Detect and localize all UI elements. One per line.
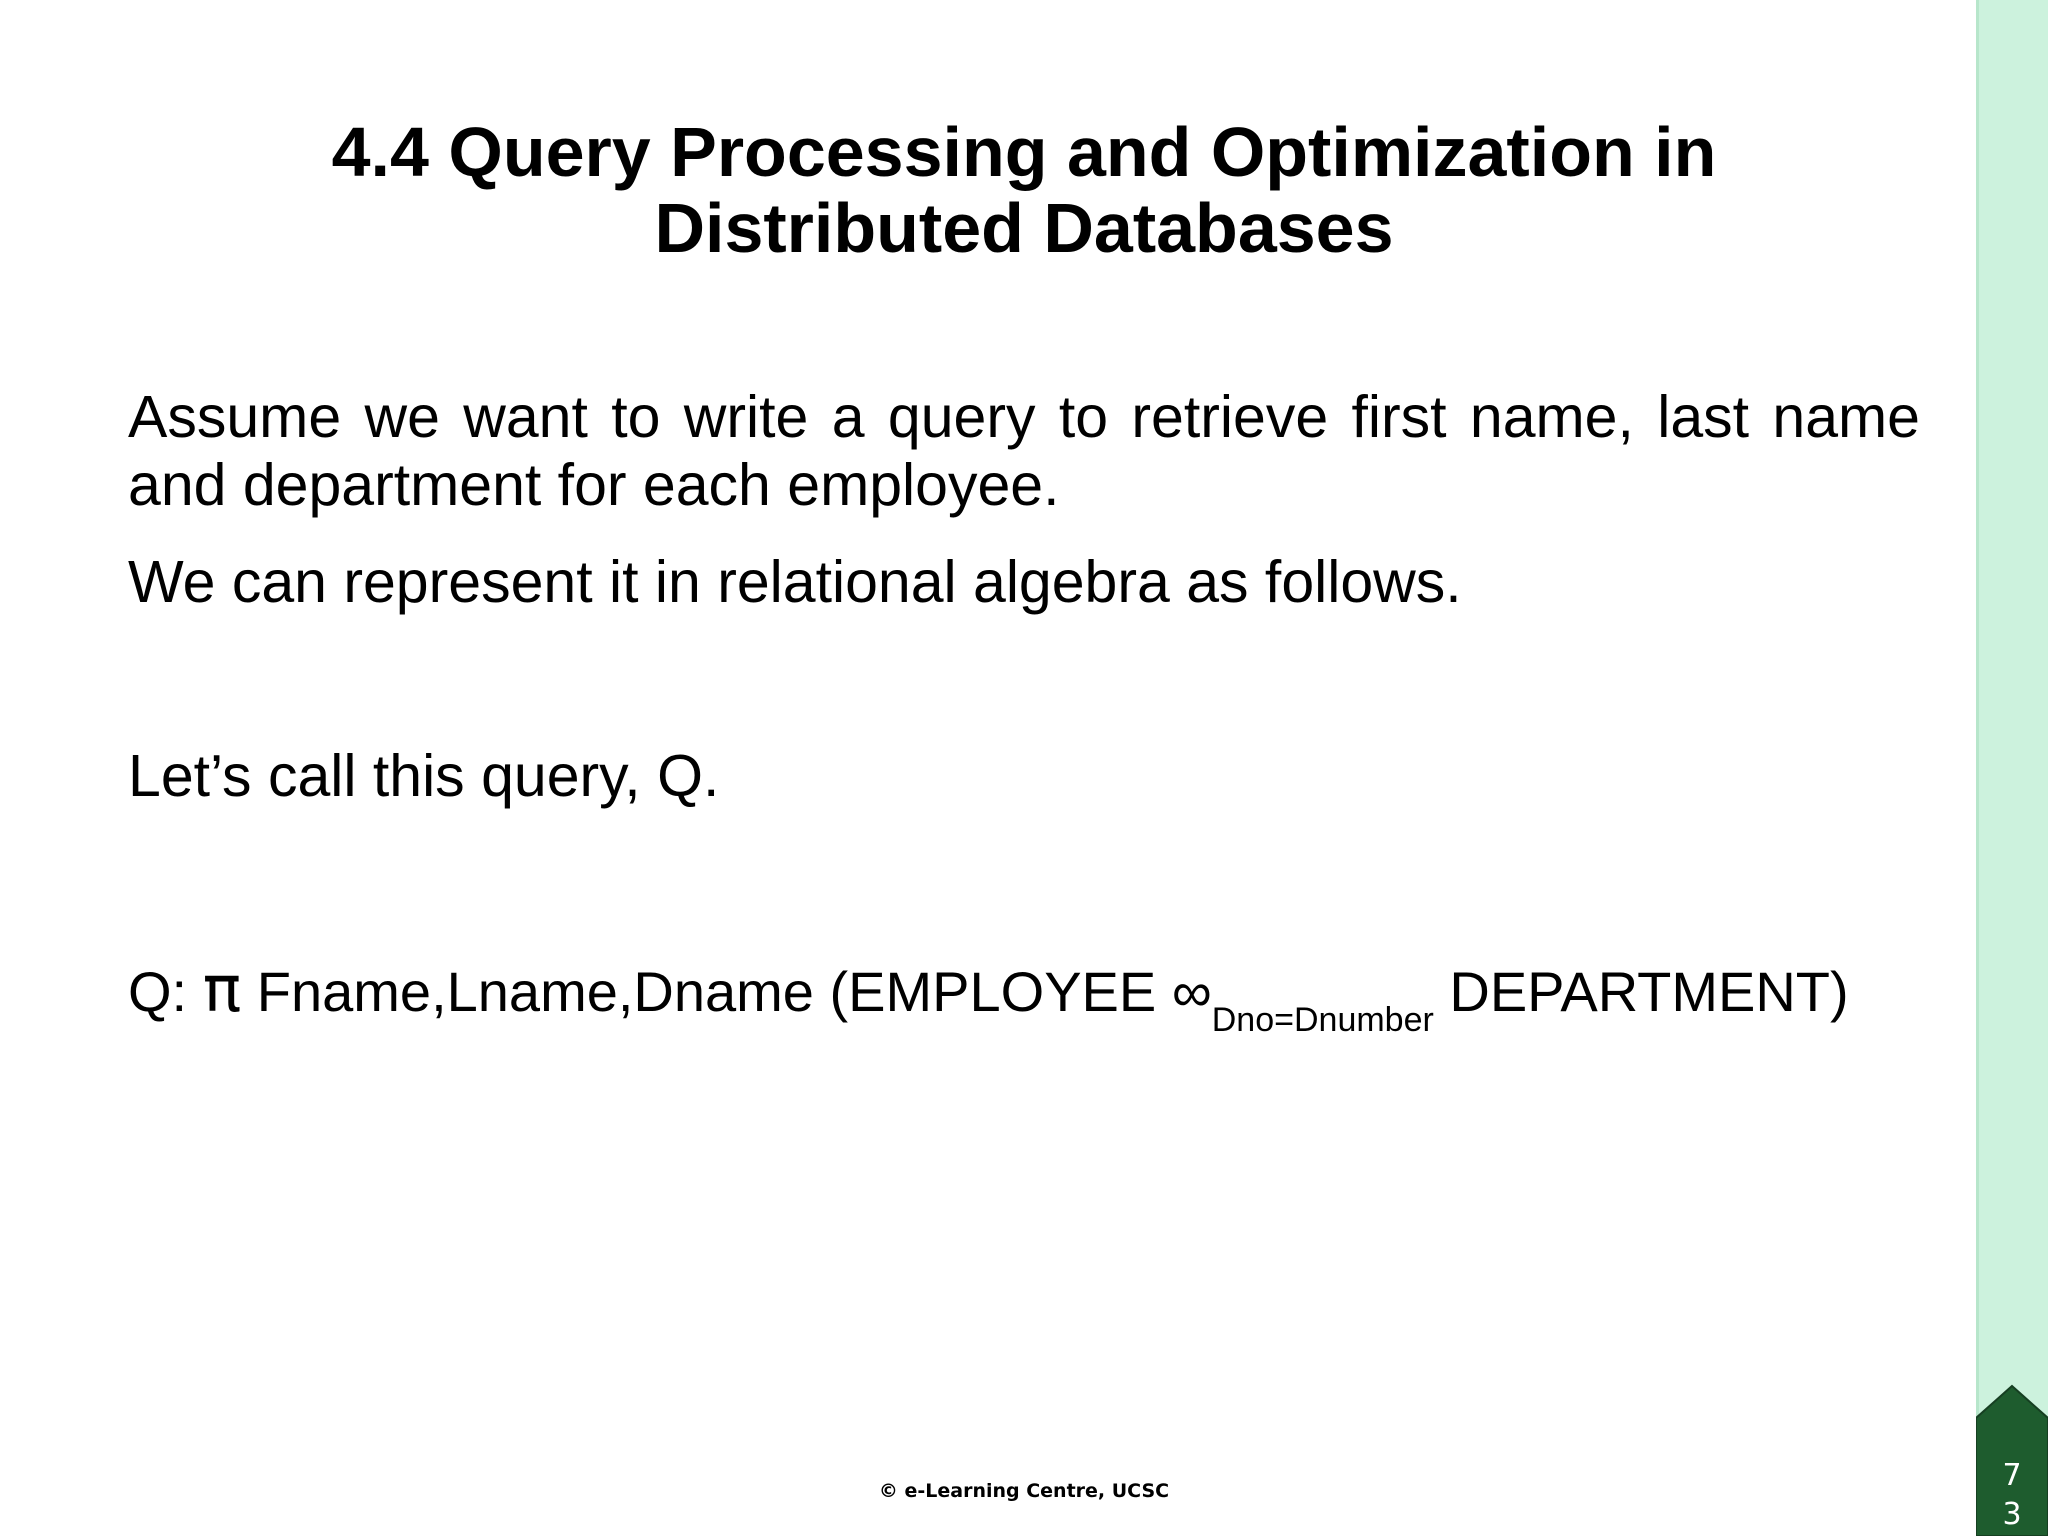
page-number-tag <box>1976 1384 2048 1536</box>
projection-symbol: π <box>202 953 242 1027</box>
formula-prefix: Q: <box>128 960 188 1023</box>
paragraph-retrieve: Assume we want to write a query to retrieve first name, last name and department for each employee. <box>128 384 1920 518</box>
join-symbol: ∞ <box>1171 960 1212 1023</box>
formula-tail: DEPARTMENT) <box>1449 960 1849 1023</box>
title-line-1: 4.4 Query Processing and Optimization in <box>331 113 1717 191</box>
paragraph-query-name: Let’s call this query, Q. <box>128 743 720 809</box>
query-formula <box>128 952 1928 1038</box>
copyright-footer: © e-Learning Centre, UCSC <box>878 1480 1170 1502</box>
slide-title <box>0 114 2048 266</box>
page-number-digit-1: 7 <box>2002 1458 2022 1493</box>
title-line-2: Distributed Databases <box>654 189 1394 267</box>
paragraph-relational-algebra: We can represent it in relational algebra as follows. <box>128 549 1462 615</box>
join-condition: Dno=Dnumber <box>1211 1001 1434 1039</box>
page-number-digit-2: 3 <box>2002 1497 2022 1532</box>
formula-projection: Fname,Lname,Dname (EMPLOYEE <box>256 960 1157 1023</box>
